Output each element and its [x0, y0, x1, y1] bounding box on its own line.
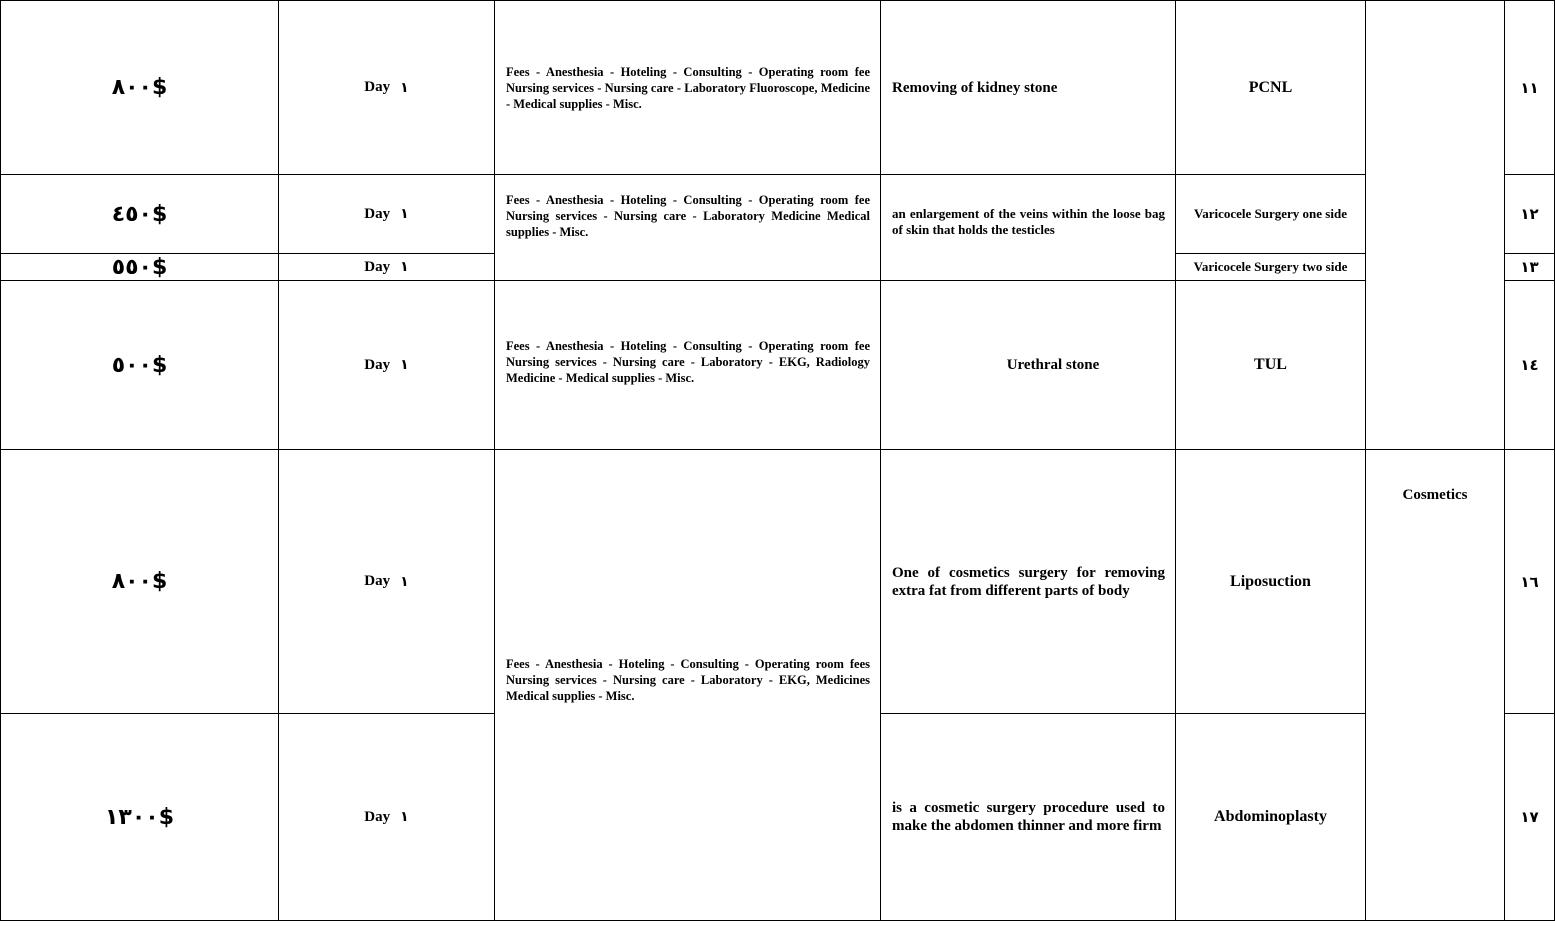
stay-cell: [279, 714, 494, 920]
description-cell: [881, 281, 1175, 449]
price-value: ٤٥٠$: [111, 201, 168, 227]
price-cell: [1, 1, 278, 174]
stay-unit: Day: [364, 573, 391, 589]
table-border-bottom: [0, 920, 1555, 921]
stay-unit: Day: [364, 808, 391, 825]
procedure-name-cell: [1176, 281, 1365, 449]
description-text: is a cosmetic surgery procedure used to make the abdomen thinner and more firm: [892, 800, 1165, 834]
description-cell: [881, 175, 1175, 280]
procedure-name-cell: [1176, 254, 1365, 280]
description-cell: [881, 1, 1175, 174]
price-value: ٨٠٠$: [111, 569, 168, 594]
stay-unit: Day: [364, 258, 391, 275]
procedure-name: Varicocele Surgery one side: [1194, 206, 1347, 221]
description-text: an enlargement of the veins within the loose bag of skin that holds the testicles: [892, 205, 1165, 237]
services-cell: [495, 281, 880, 449]
row-number: ١٢: [1520, 205, 1539, 223]
price-value: ٥٥٠$: [111, 254, 168, 280]
stay-value: ١: [400, 809, 409, 825]
row-number: ١١: [1520, 78, 1539, 97]
price-value: ٥٠٠$: [111, 352, 168, 378]
stay-value: ١: [400, 79, 409, 96]
row-number-cell: [1505, 175, 1554, 253]
stay-value: ١: [400, 259, 409, 275]
procedure-name-cell: [1176, 450, 1365, 713]
stay-unit: Day: [364, 205, 391, 222]
category-label: Cosmetics: [1402, 487, 1468, 503]
procedure-name: Abdominoplasty: [1214, 808, 1327, 825]
stay-value: ١: [400, 573, 409, 590]
price-cell: [1, 450, 278, 713]
row-number-cell: [1505, 714, 1554, 920]
procedure-name: PCNL: [1248, 78, 1293, 96]
services-text: Fees - Anesthesia - Hoteling - Consulting - Operating room fee Nursing services - Nursing care - Laboratory Medicine Medical supplies - Misc.: [506, 192, 870, 239]
stay-cell: [279, 1, 494, 174]
procedure-name: TUL: [1254, 356, 1287, 373]
price-cell: [1, 714, 278, 920]
procedure-name-cell: [1176, 714, 1365, 920]
stay-cell: [279, 175, 494, 253]
stay-cell: [279, 254, 494, 280]
stay-value: ١: [400, 206, 409, 222]
price-cell: [1, 254, 278, 280]
row-number: ١٧: [1520, 808, 1539, 826]
price-cell: [1, 175, 278, 253]
row-number: ١٦: [1520, 572, 1539, 591]
description-cell: [881, 450, 1175, 713]
stay-unit: Day: [364, 79, 391, 95]
services-text: Fees - Anesthesia - Hoteling - Consulting - Operating room fee Nursing services - Nursing care - Laboratory Fluoroscope, Medicine - Medical supplies - Misc.: [506, 64, 870, 111]
procedure-name: Liposuction: [1230, 572, 1311, 590]
price-value: ٨٠٠$: [111, 75, 168, 100]
description-text: Urethral stone: [1006, 357, 1100, 373]
row-number-cell: [1505, 450, 1554, 713]
description-cell: [881, 714, 1175, 920]
category-cell: [1366, 450, 1504, 920]
row-number-cell: [1505, 281, 1554, 449]
services-text: Fees - Anesthesia - Hoteling - Consulting - Operating room fees Nursing services - Nursing care - Laboratory - EKG, Medicines Medical supplies - Misc.: [506, 657, 870, 703]
stay-value: ١: [400, 357, 409, 373]
stay-cell: [279, 281, 494, 449]
services-cell: [495, 175, 880, 280]
row-number: ١٤: [1520, 356, 1539, 374]
row-number-cell: [1505, 1, 1554, 174]
price-cell: [1, 281, 278, 449]
stay-unit: Day: [364, 356, 391, 373]
row-number: ١٣: [1520, 258, 1539, 276]
procedure-name: Varicocele Surgery two side: [1193, 259, 1348, 274]
services-cell: [495, 1, 880, 174]
description-text: One of cosmetics surgery for removing extra fat from different parts of body: [892, 564, 1165, 599]
procedure-name-cell: [1176, 175, 1365, 253]
description-text: Removing of kidney stone: [892, 79, 1058, 96]
services-text: Fees - Anesthesia - Hoteling - Consulting - Operating room fee Nursing services - Nursing care - Laboratory - EKG, Radiology Medicine - Medical supplies - Misc.: [506, 338, 870, 385]
row-number-cell: [1505, 254, 1554, 280]
stay-cell: [279, 450, 494, 713]
services-cell: [495, 450, 880, 920]
procedure-name-cell: [1176, 1, 1365, 174]
price-value: ١٣٠٠$: [104, 804, 175, 830]
